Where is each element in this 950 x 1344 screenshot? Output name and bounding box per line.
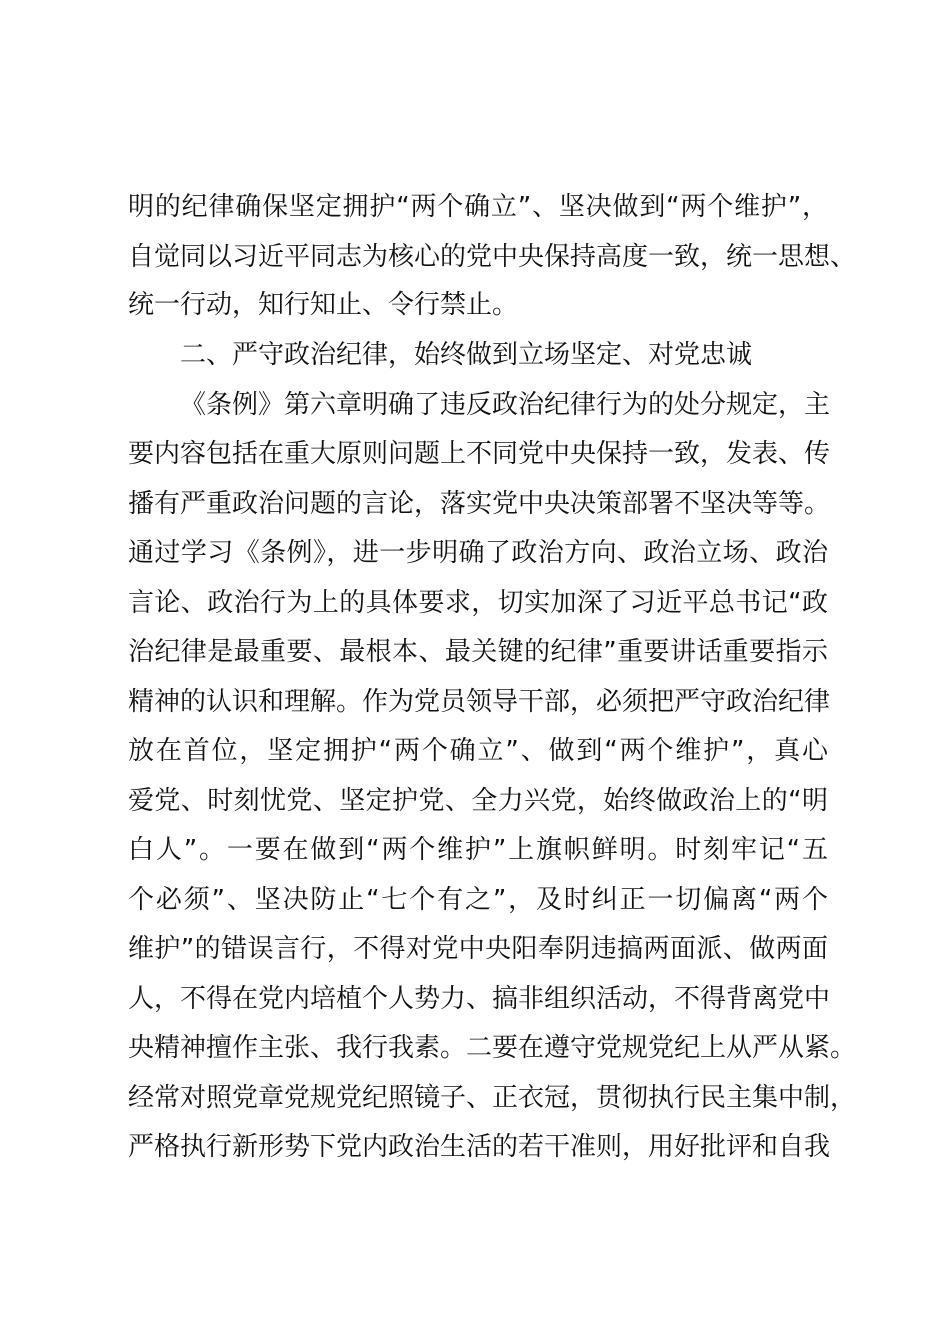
text-line-14: 白人”。一要在做到“两个维护”上旗帜鲜明。时刻牢记“五 [128,835,828,865]
text-line-2: 自觉同以习近平同志为核心的党中央保持高度一致，统一思想、 [128,242,857,272]
text-line-1: 明的纪律确保坚定拥护“两个确立”、坚决做到“两个维护”， [128,192,828,222]
text-line-8: 通过学习《条例》，进一步明确了政治方向、政治立场、政治 [128,538,828,568]
text-line-20: 严格执行新形势下党内政治生活的若干准则，用好批评和自我 [128,1132,831,1162]
text-line-3: 统一行动，知行知止、令行禁止。 [128,290,519,320]
text-line-11: 精神的认识和理解。作为党员领导干部，必须把严守政治纪律 [128,687,831,717]
text-line-12: 放在首位，坚定拥护“两个确立”、做到“两个维护”，真心 [128,736,828,766]
text-line-13: 爱党、时刻忧党、坚定护党、全力兴党，始终做政治上的“明 [128,786,828,816]
text-line-5: 《条例》第六章明确了违反政治纪律行为的处分规定，主 [180,390,831,420]
text-line-18: 央精神擅作主张、我行我素。二要在遵守党规党纪上从严从紧。 [128,1033,857,1063]
text-line-10: 治纪律是最重要、最根本、最关键的纪律”重要讲话重要指示 [128,637,828,667]
text-line-15: 个必须”、坚决防止“七个有之”，及时纠正一切偏离“两个 [128,885,828,915]
text-line-7: 播有严重政治问题的言论，落实党中央决策部署不坚决等等。 [128,489,831,519]
text-line-19: 经常对照党章党规党纪照镜子、正衣冠，贯彻执行民主集中制， [128,1083,857,1113]
text-line-9: 言论、政治行为上的具体要求，切实加深了习近平总书记“政 [128,588,828,618]
text-line-6: 要内容包括在重大原则问题上不同党中央保持一致，发表、传 [128,439,831,469]
text-line-16: 维护”的错误言行，不得对党中央阳奉阴违搞两面派、做两面 [128,934,828,964]
text-line-17: 人，不得在党内培植个人势力、搞非组织活动，不得背离党中 [128,984,831,1014]
section-heading: 二、严守政治纪律，始终做到立场坚定、对党忠诚 [180,340,753,370]
